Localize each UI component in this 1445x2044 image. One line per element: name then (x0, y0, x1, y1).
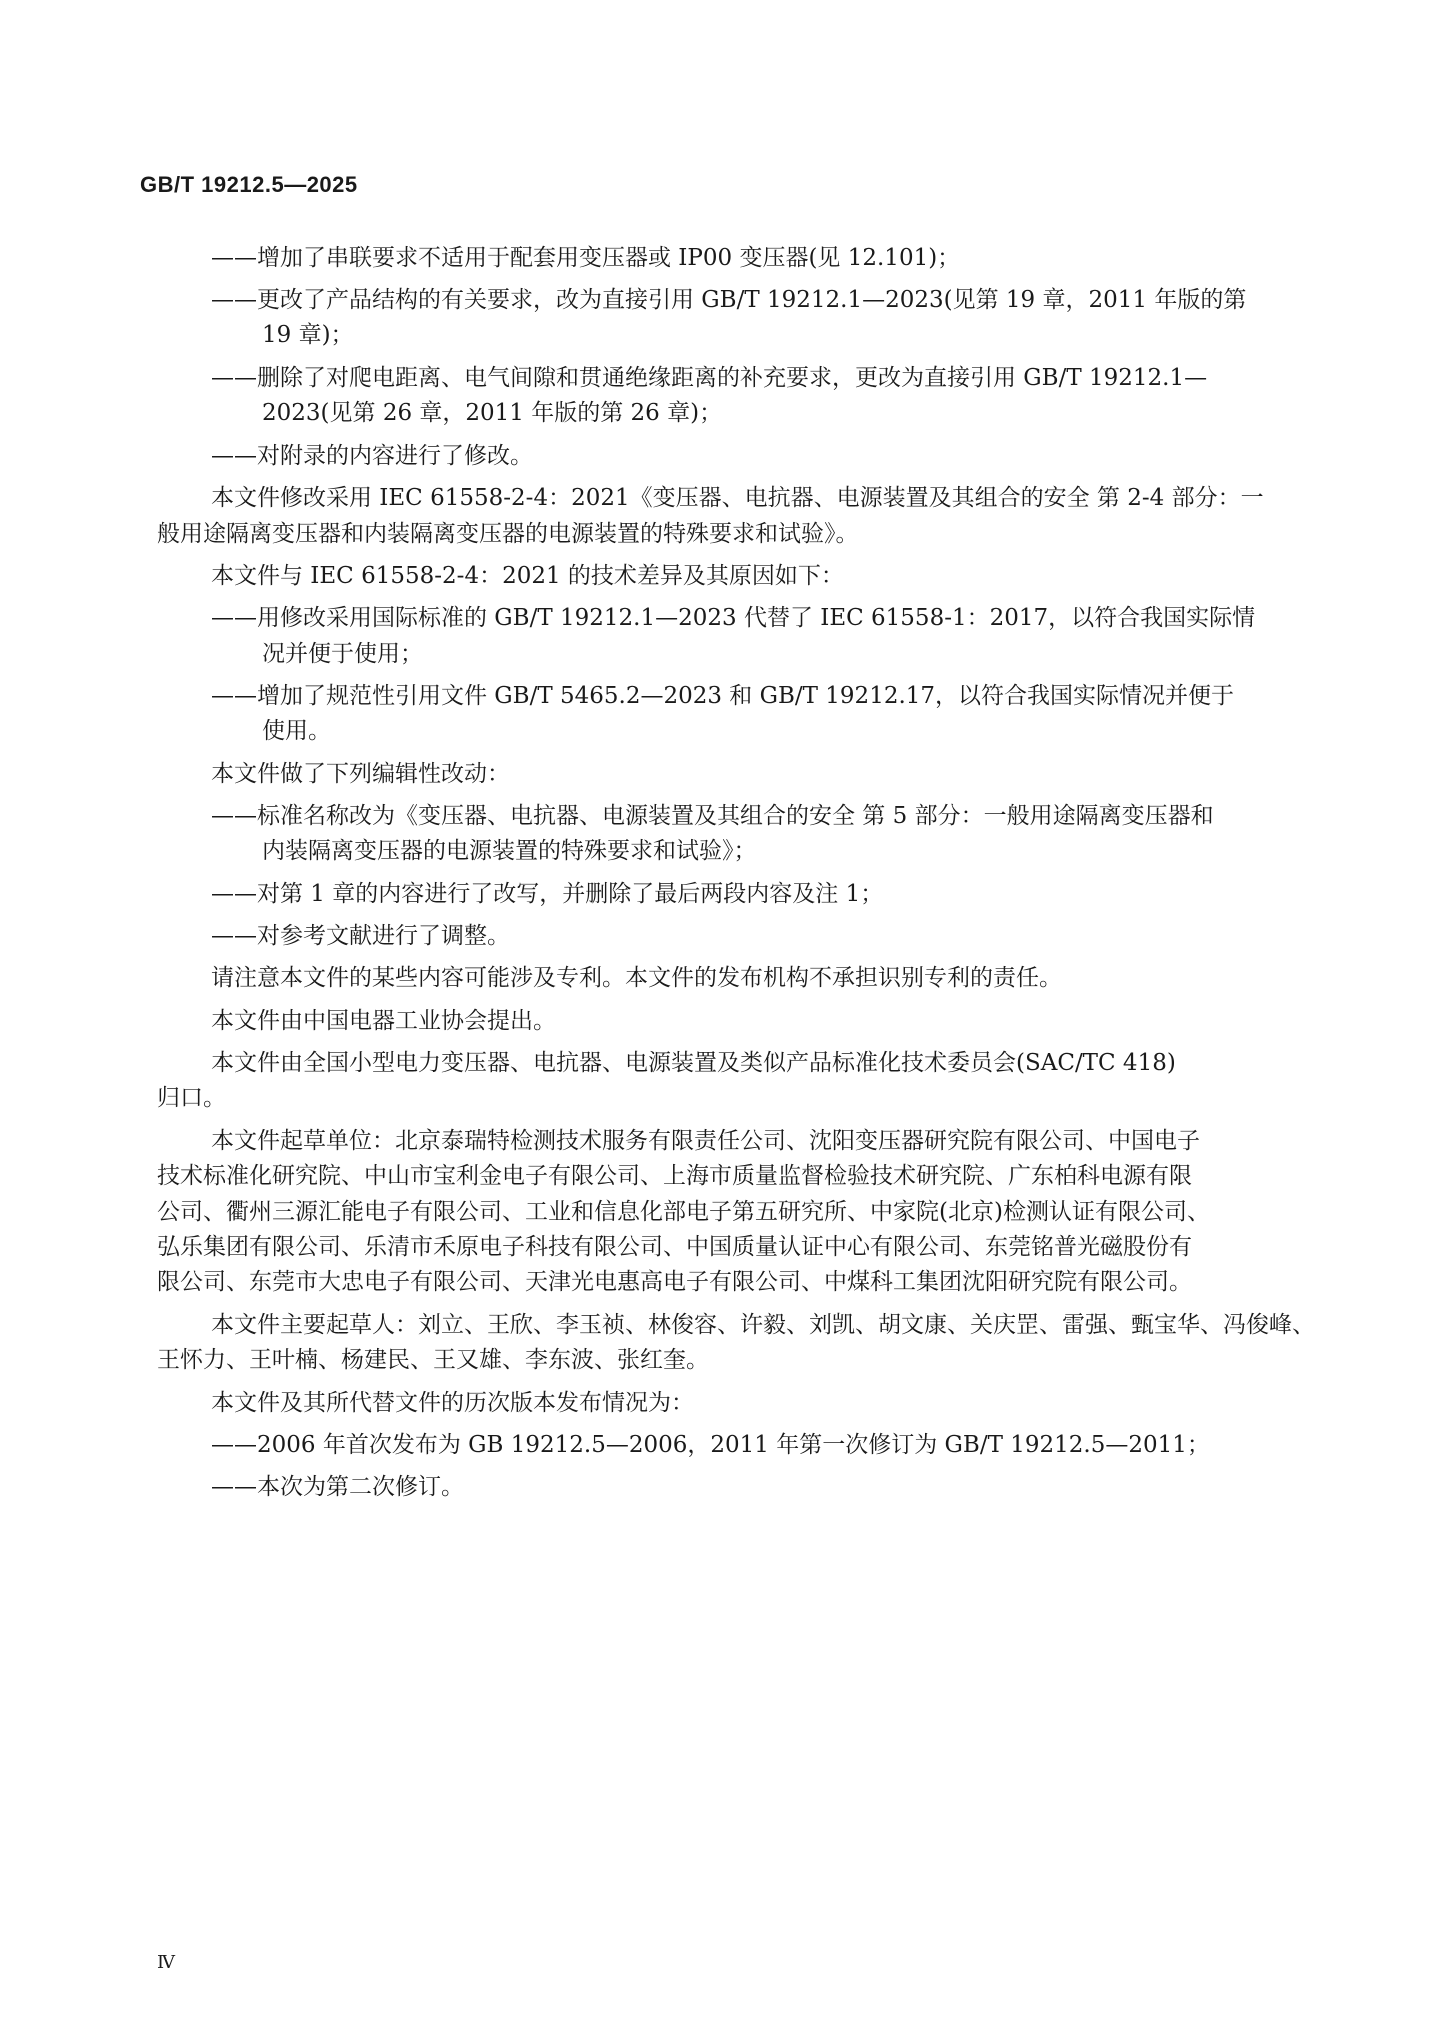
text-line: 本文件主要起草人：刘立、王欣、李玉祯、林俊容、许毅、刘凯、胡文康、关庆罡、雷强、甄宝华、冯俊峰、 (211, 1312, 1315, 1338)
text-line: ——更改了产品结构的有关要求，改为直接引用 GB/T 19212.1—2023(见第 19 章，2011 年版的第 (211, 287, 1247, 313)
text-line: 内装隔离变压器的电源装置的特殊要求和试验》； (262, 838, 757, 864)
text-line: ——增加了串联要求不适用于配套用变压器或 IP00 变压器(见 12.101)； (211, 245, 961, 271)
text-line: 限公司、东莞市大忠电子有限公司、天津光电惠高电子有限公司、中煤科工集团沈阳研究院有限公司。 (157, 1269, 1192, 1295)
text-line: 本文件由全国小型电力变压器、电抗器、电源装置及类似产品标准化技术委员会(SAC/TC 418) (211, 1050, 1176, 1076)
text-line: 王怀力、王叶楠、杨建民、王又雄、李东波、张红奎。 (157, 1347, 709, 1373)
text-line: 归口。 (157, 1085, 226, 1111)
text-line: 公司、衢州三源汇能电子有限公司、工业和信息化部电子第五研究所、中家院(北京)检测认证有限公司、 (157, 1199, 1210, 1225)
text-line: 请注意本文件的某些内容可能涉及专利。本文件的发布机构不承担识别专利的责任。 (211, 965, 1062, 991)
text-line: 况并便于使用； (262, 641, 423, 667)
text-line: ——删除了对爬电距离、电气间隙和贯通绝缘距离的补充要求，更改为直接引用 GB/T 19212.1— (211, 365, 1208, 391)
text-line: 本文件修改采用 IEC 61558-2-4：2021《变压器、电抗器、电源装置及其组合的安全 第 2-4 部分：一 (211, 485, 1264, 511)
text-line: 般用途隔离变压器和内装隔离变压器的电源装置的特殊要求和试验》。 (157, 521, 859, 547)
standard-code-header: GB/T 19212.5—2025 (140, 172, 358, 197)
text-line: ——对第 1 章的内容进行了改写，并删除了最后两段内容及注 1； (211, 881, 884, 907)
text-line: ——用修改采用国际标准的 GB/T 19212.1—2023 代替了 IEC 61558-1：2017，以符合我国实际情 (211, 605, 1256, 631)
text-line: ——对参考文献进行了调整。 (211, 923, 510, 949)
text-line: 本文件起草单位：北京泰瑞特检测技术服务有限责任公司、沈阳变压器研究院有限公司、中国电子 (211, 1128, 1200, 1154)
text-line: 本文件及其所代替文件的历次版本发布情况为： (211, 1390, 694, 1416)
text-line: ——标准名称改为《变压器、电抗器、电源装置及其组合的安全 第 5 部分：一般用途隔离变压器和 (211, 803, 1214, 829)
text-line: 使用。 (262, 718, 331, 744)
text-line: 2023(见第 26 章，2011 年版的第 26 章)； (262, 400, 723, 426)
text-line: ——对附录的内容进行了修改。 (211, 443, 533, 469)
text-line: 19 章)； (262, 322, 354, 348)
text-line: ——增加了规范性引用文件 GB/T 5465.2—2023 和 GB/T 19212.17，以符合我国实际情况并便于 (211, 683, 1235, 709)
page-number: Ⅳ (157, 1952, 175, 1973)
text-line: 本文件与 IEC 61558-2-4：2021 的技术差异及其原因如下： (211, 563, 844, 589)
text-line: 本文件由中国电器工业协会提出。 (211, 1008, 556, 1034)
text-line: 技术标准化研究院、中山市宝利金电子有限公司、上海市质量监督检验技术研究院、广东柏科电源有限 (157, 1163, 1192, 1189)
text-line: 弘乐集团有限公司、乐清市禾原电子科技有限公司、中国质量认证中心有限公司、东莞铭普光磁股份有 (157, 1234, 1192, 1260)
text-line: 本文件做了下列编辑性改动： (211, 761, 510, 787)
text-line: ——本次为第二次修订。 (211, 1474, 464, 1500)
text-line: ——2006 年首次发布为 GB 19212.5—2006，2011 年第一次修订为 GB/T 19212.5—2011； (211, 1432, 1210, 1458)
